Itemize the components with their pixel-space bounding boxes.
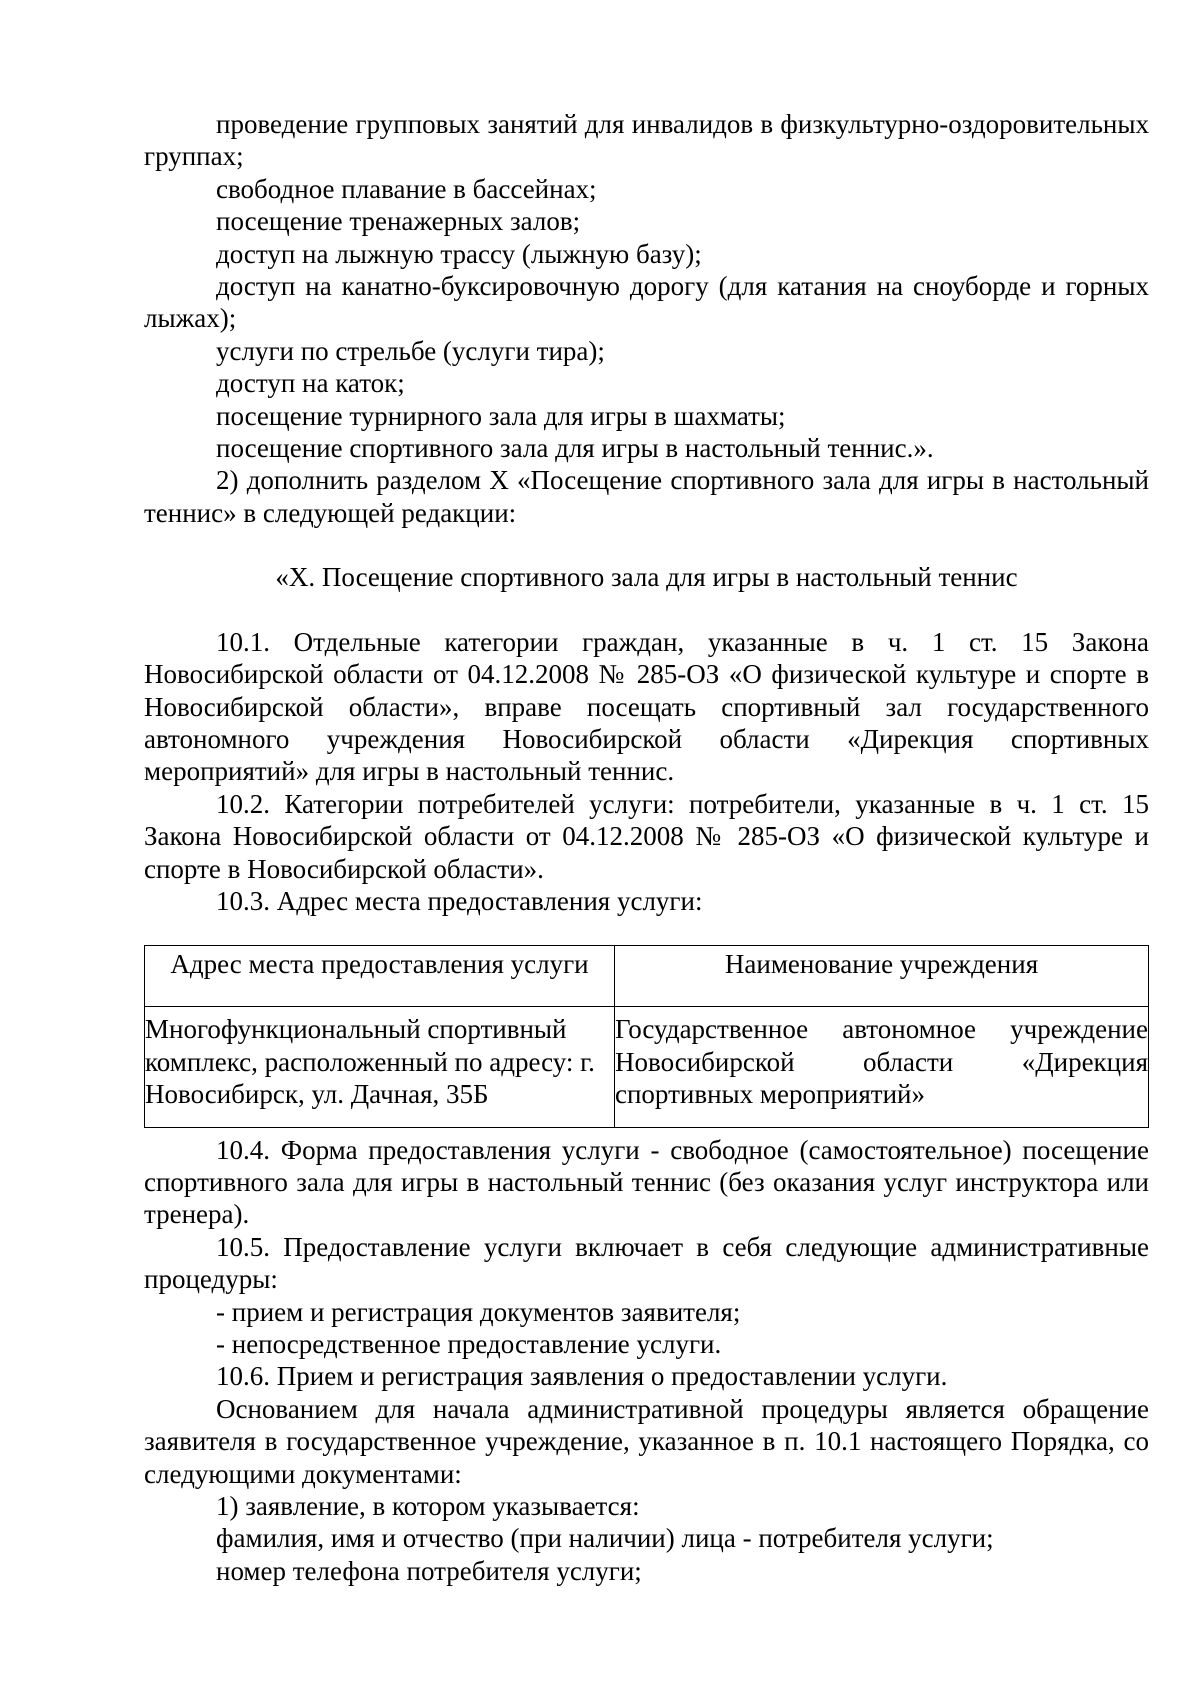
paragraph: посещение турнирного зала для игры в шахматы; [216, 400, 786, 431]
table-header-cell: Адрес места предоставления услуги [145, 946, 615, 1007]
paragraph: 1) заявление, в котором указывается: [216, 1491, 640, 1522]
table-cell-institution: Государственное автономное учреждение Новосибирской области «Дирекция спортивных мероприятий» [615, 1007, 1149, 1127]
table-header-row [145, 946, 1149, 1007]
table-header-cell: Наименование учреждения [615, 946, 1149, 1007]
paragraph: Основанием для начала административной процедуры является обращение заявителя в государственное учреждение, указанное в п. 10.1 настоящего Порядка, со следующими документами: [144, 1393, 1149, 1489]
table-row [145, 1007, 1149, 1127]
paragraph: - непосредственное предоставление услуги. [216, 1329, 722, 1359]
paragraph: доступ на лыжную трассу (лыжную базу); [216, 238, 702, 269]
paragraph: 10.5. Предоставление услуги включает в себя следующие административные процедуры: [144, 1231, 1149, 1295]
paragraph: 10.1. Отдельные категории граждан, указанные в ч. 1 ст. 15 Закона Новосибирской области от 04.12.2008 № 285-ОЗ «О физической культуре и спорте в Новосибирской области», вправе посещать спортивный зал государственного автономного учреждения Новосибирской области «Дирекция спортивных мероприятий» для игры в настольный теннис. [144, 626, 1149, 787]
paragraph: услуги по стрельбе (услуги тира); [216, 335, 605, 366]
paragraph: номер телефона потребителя услуги; [216, 1555, 642, 1586]
paragraph: доступ на канатно-буксировочную дорогу (для катания на сноуборде и горных лыжах); [144, 271, 1149, 334]
paragraph: 10.2. Категории потребителей услуги: потребители, указанные в ч. 1 ст. 15 Закона Новосибирской области от 04.12.2008 № 285-ОЗ «О физической культуре и спорте в Новосибирской области». [144, 788, 1149, 884]
document-page [144, 108, 1149, 1587]
table-cell-address: Многофункциональный спортивный комплекс, расположенный по адресу: г. Новосибирск, ул. Дачная, 35Б [145, 1007, 615, 1127]
paragraph: 10.6. Прием и регистрация заявления о предоставлении услуги. [216, 1361, 948, 1392]
paragraph: 10.3. Адрес места предоставления услуги: [216, 885, 703, 916]
paragraph: 2) дополнить разделом X «Посещение спортивного зала для игры в настольный теннис» в следующей редакции: [144, 465, 1149, 528]
paragraph: - прием и регистрация документов заявителя; [216, 1296, 741, 1327]
paragraph: посещение спортивного зала для игры в настольный теннис.». [216, 433, 934, 464]
paragraph: посещение тренажерных залов; [216, 206, 581, 237]
address-table [144, 945, 1149, 1127]
paragraph: фамилия, имя и отчество (при наличии) лица - потребителя услуги; [216, 1523, 994, 1554]
section-heading: «X. Посещение спортивного зала для игры в настольный теннис [275, 562, 1018, 593]
paragraph: доступ на каток; [216, 368, 405, 399]
paragraph: 10.4. Форма предоставления услуги - свободное (самостоятельное) посещение спортивного зала для игры в настольный теннис (без оказания услуг инструктора или тренера). [144, 1134, 1149, 1230]
paragraph: проведение групповых занятий для инвалидов в физкультурно-оздоровительных группах; [144, 109, 1149, 172]
paragraph: свободное плавание в бассейнах; [216, 173, 597, 204]
